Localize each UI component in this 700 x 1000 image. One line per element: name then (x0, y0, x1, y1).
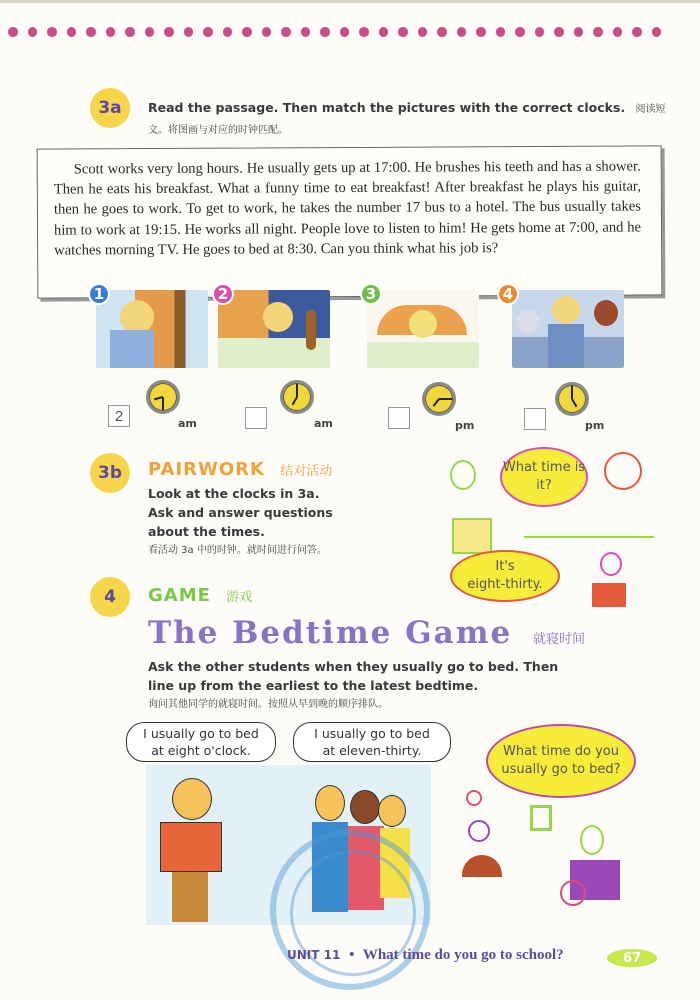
picture-1-scott-at-door (96, 290, 208, 368)
decorative-dot (242, 27, 252, 37)
picture-4-number: 4 (497, 283, 519, 305)
decorative-dot (515, 27, 525, 37)
woman-hair (594, 300, 618, 326)
picture-3-number: 3 (360, 283, 382, 305)
picture-3-waking-up (367, 290, 479, 368)
person-head-icon-1 (468, 820, 490, 842)
answer-line-2: eight-thirty. (467, 577, 543, 592)
guitar (306, 310, 316, 350)
clock-icon-3 (422, 382, 456, 416)
clock-icon-1 (146, 380, 180, 414)
character-head (552, 296, 580, 324)
decorative-dot (145, 27, 155, 37)
decorative-dot (359, 27, 369, 37)
decorative-dot (418, 27, 428, 37)
decorative-dot (262, 27, 272, 37)
section-3a-badge: 3a (90, 88, 130, 128)
section-3a-instruction (148, 98, 668, 140)
section-3b-line-2: Ask and answer questions (148, 505, 333, 520)
decorative-dot (613, 27, 623, 37)
decorative-dot (379, 27, 389, 37)
bubble2-line-2: at eleven-thirty. (322, 743, 422, 758)
clock-icon-4 (555, 382, 589, 416)
decorative-dot (203, 27, 213, 37)
decorative-dot (86, 27, 96, 37)
picture-4-on-bus (512, 290, 624, 368)
decorative-dot (106, 27, 116, 37)
decorative-dot (457, 27, 467, 37)
pairwork-title-en: PAIRWORK (148, 459, 265, 480)
divider-line (524, 536, 654, 538)
small-clock-icon (466, 790, 482, 806)
section-4-badge: 4 (90, 577, 130, 617)
unit-title: What time do you go to school? (362, 947, 564, 963)
girl-head-icon (450, 460, 476, 490)
game-title-en: GAME (148, 585, 211, 606)
unit-label: UNIT 11 (287, 948, 341, 962)
girl-head (315, 785, 345, 821)
decorative-dot (184, 27, 194, 37)
character-body (110, 330, 154, 368)
page-number: 67 (607, 949, 657, 967)
section-4-line-1: Ask the other students when they usually go to bed. Then (148, 659, 559, 674)
watermark-stamp (270, 830, 430, 990)
section-3a-instruction-cn: 阅读短文。将图画与对应的时钟匹配。 (148, 104, 666, 136)
boy2-head (350, 790, 380, 824)
speech-bubble-eleven-thirty (293, 722, 451, 762)
girl-body-icon (452, 518, 492, 554)
section-3b-instruction (148, 484, 408, 560)
boy-head-icon (600, 552, 622, 576)
decorative-dot (652, 27, 662, 37)
decorative-dot (320, 27, 330, 37)
bubble3-line-2: usually go to bed? (501, 762, 621, 777)
answer-box-2[interactable] (245, 407, 267, 429)
section-3a-instruction-en: Read the passage. Then match the pictures with the correct clocks. (148, 100, 626, 115)
bedtime-game-name-cn: 就寝时间 (533, 632, 586, 647)
dotted-border (8, 27, 661, 37)
decorative-dot (281, 27, 291, 37)
pairwork-title (148, 459, 332, 480)
page-footer (287, 947, 564, 964)
decorative-dot (28, 27, 38, 37)
decorative-dot (8, 27, 18, 37)
section-3b-instruction-cn: 看活动 3a 中的时钟。就时间进行问答。 (148, 545, 327, 556)
decorative-dot (125, 27, 135, 37)
decorative-dot (67, 27, 77, 37)
decorative-dot (164, 27, 174, 37)
speech-bubble-question: What time is it? (500, 447, 588, 507)
answer-box-1[interactable]: 2 (108, 405, 130, 427)
person-head-icon-3 (560, 880, 586, 906)
wall-clock-icon (604, 452, 642, 490)
period-label-3: pm (455, 419, 475, 432)
section-4-line-2: line up from the earliest to the latest bedtime. (148, 678, 479, 693)
section-4-instruction-cn: 询问其他同学的就寝时间。按照从早到晚的顺序排队。 (148, 699, 388, 710)
answer-box-3[interactable] (388, 407, 410, 429)
decorative-dot (47, 27, 57, 37)
section-3b-line-3: about the times. (148, 524, 265, 539)
character-head (120, 300, 154, 334)
decorative-dot (223, 27, 233, 37)
page-top-border (0, 0, 700, 3)
boy-trousers (172, 872, 208, 922)
decorative-dot (476, 27, 486, 37)
decorative-dot (535, 27, 545, 37)
period-label-2: am (314, 417, 333, 430)
period-label-4: pm (585, 419, 605, 432)
decorative-dot (437, 27, 447, 37)
sleepy-girl-head (378, 795, 406, 827)
bedtime-game-title (148, 615, 585, 651)
picture-2-number: 2 (212, 283, 234, 305)
answer-line-1: It's (495, 559, 515, 574)
bubble1-line-2: at eight o'clock. (151, 743, 251, 758)
character-head (409, 310, 437, 338)
door-icon (530, 805, 552, 831)
boy-body-icon (592, 583, 626, 607)
bubble3-line-1: What time do you (502, 744, 620, 759)
speech-bubble-answer (450, 550, 560, 602)
decorative-dot (574, 27, 584, 37)
answer-box-4[interactable] (524, 408, 546, 430)
picture-1-number: 1 (88, 283, 110, 305)
game-title (148, 585, 252, 606)
person-head-icon-2 (580, 825, 604, 855)
decorative-dot (340, 27, 350, 37)
reading-passage: Scott works very long hours. He usually gets up at 17:00. He brushes his teeth and has a shower. Then he eats his breakfast. What a funny time to eat breakfast! After breakfast he plays his guitar, then he goes to work. To get to work, he takes the number 17 bus to a hotel. The bus usually takes him to work at 19:15. He works all night. People love to listen to him! He gets home at 7:00, and he watches morning TV. He goes to bed at 8:30. Can you think what his job is? (37, 145, 663, 298)
character-head (263, 302, 293, 332)
picture-2-yawning-in-bed (218, 290, 330, 368)
clock-icon-2 (280, 380, 314, 414)
old-man-head (516, 310, 540, 334)
bedtime-game-name: The Bedtime Game (148, 615, 513, 651)
bubble1-line-1: I usually go to bed (143, 726, 259, 741)
boy-head (172, 778, 212, 820)
character-body (548, 324, 584, 368)
speech-bubble-bedtime-question (486, 724, 636, 798)
person-body-icon-1 (462, 855, 502, 877)
period-label-1: am (178, 417, 197, 430)
decorative-dot (593, 27, 603, 37)
decorative-dot (398, 27, 408, 37)
bubble2-line-1: I usually go to bed (314, 726, 430, 741)
speech-bubble-eight (126, 722, 276, 762)
game-title-cn: 游戏 (226, 590, 253, 605)
section-3b-line-1: Look at the clocks in 3a. (148, 486, 320, 501)
bed-blanket (367, 342, 479, 368)
boy-sweater (160, 822, 222, 872)
decorative-dot (554, 27, 564, 37)
section-3b-badge: 3b (90, 453, 130, 493)
pairwork-title-cn: 结对活动 (280, 464, 333, 479)
footer-separator: • (349, 947, 355, 963)
decorative-dot (496, 27, 506, 37)
section-4-instruction (148, 657, 668, 714)
decorative-dot (301, 27, 311, 37)
decorative-dot (632, 27, 642, 37)
